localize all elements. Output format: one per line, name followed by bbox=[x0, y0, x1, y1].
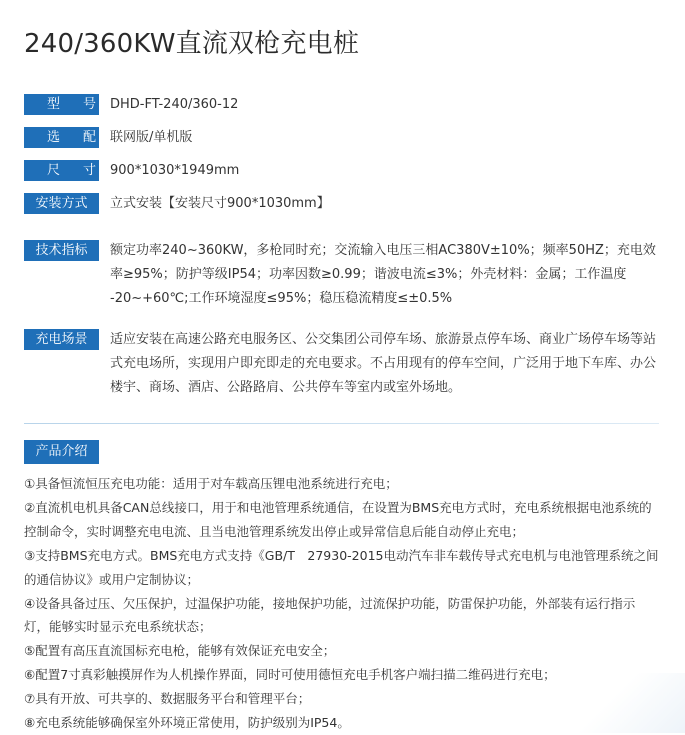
spec-value-model: DHD-FT-240/360-12 bbox=[110, 97, 239, 112]
spec-label-size: 尺寸 bbox=[24, 160, 99, 181]
feature-item-6: ⑥配置7寸真彩触摸屏作为人机操作界面，同时可使用德恒充电手机客户端扫描二维码进行充电； bbox=[24, 667, 556, 683]
spec-value-scene: 适应安装在高速公路充电服务区、公交集团公司停车场、旅游景点停车场、商业广场停车场等站式充电场所，实现用户即充即走的充电要求。不占用现有的停车空间，广泛用于地下车库、办公楼宇、商场、酒店、公路路肩、公共停车等室内或室外场地。 bbox=[110, 332, 657, 395]
feature-list bbox=[24, 472, 659, 735]
spec-label-install: 安装方式 bbox=[24, 193, 99, 214]
feature-item-5: ⑤配置有高压直流国标充电枪，能够有效保证充电安全； bbox=[24, 643, 336, 659]
spec-value-version: 联网版/单机版 bbox=[110, 130, 193, 145]
spec-value-size: 900*1030*1949mm bbox=[110, 163, 240, 178]
page-title: 240/360KW直流双枪充电桩 bbox=[24, 29, 360, 59]
feature-item-7: ⑦具有开放、可共享的、数据服务平台和管理平台； bbox=[24, 691, 311, 707]
corner-decoration bbox=[565, 673, 685, 733]
spec-value-tech: 额定功率240~360KW，多枪同时充；交流输入电压三相AC380V±10%；频率50HZ；充电效率≥95%；防护等级IP54；功率因数≥0.99；谐波电流≤3%；外壳材料：金属；工作温度 -20~+60℃;工作环境湿度≤95%；稳压稳流精度≤±0.5% bbox=[110, 243, 656, 306]
section-divider bbox=[24, 423, 659, 424]
intro-heading: 产品介绍 bbox=[24, 440, 99, 464]
spec-value-install: 立式安装【安装尺寸900*1030mm】 bbox=[110, 196, 330, 211]
spec-label-scene: 充电场景 bbox=[24, 329, 99, 350]
feature-item-8: ⑧充电系统能够确保室外环境正常使用，防护级别为IP54。 bbox=[24, 715, 350, 731]
spec-label-model: 型号 bbox=[24, 94, 99, 115]
feature-item-4: ④设备具备过压、欠压保护，过温保护功能，接地保护功能，过流保护功能，防雷保护功能，外部装有运行指示灯，能够实时显示充电系统状态； bbox=[24, 595, 636, 635]
spec-label-version: 选配 bbox=[24, 127, 99, 148]
feature-item-1: ①具备恒流恒压充电功能：适用于对车载高压锂电池系统进行充电； bbox=[24, 476, 398, 491]
feature-item-2: ②直流机电机具备CAN总线接口，用于和电池管理系统通信，在设置为BMS充电方式时，充电系统根据电池系统的控制命令，实时调整充电电流、且当电池管理系统发出停止或异常信息后能自动停止充电； bbox=[24, 499, 652, 539]
feature-item-3: ③支持BMS充电方式。BMS充电方式支持《GB/T 27930-2015电动汽车非车载传导式充电机与电池管理系统之间的通信协议》或用户定制协议； bbox=[24, 547, 659, 587]
spec-label-tech: 技术指标 bbox=[24, 240, 99, 261]
